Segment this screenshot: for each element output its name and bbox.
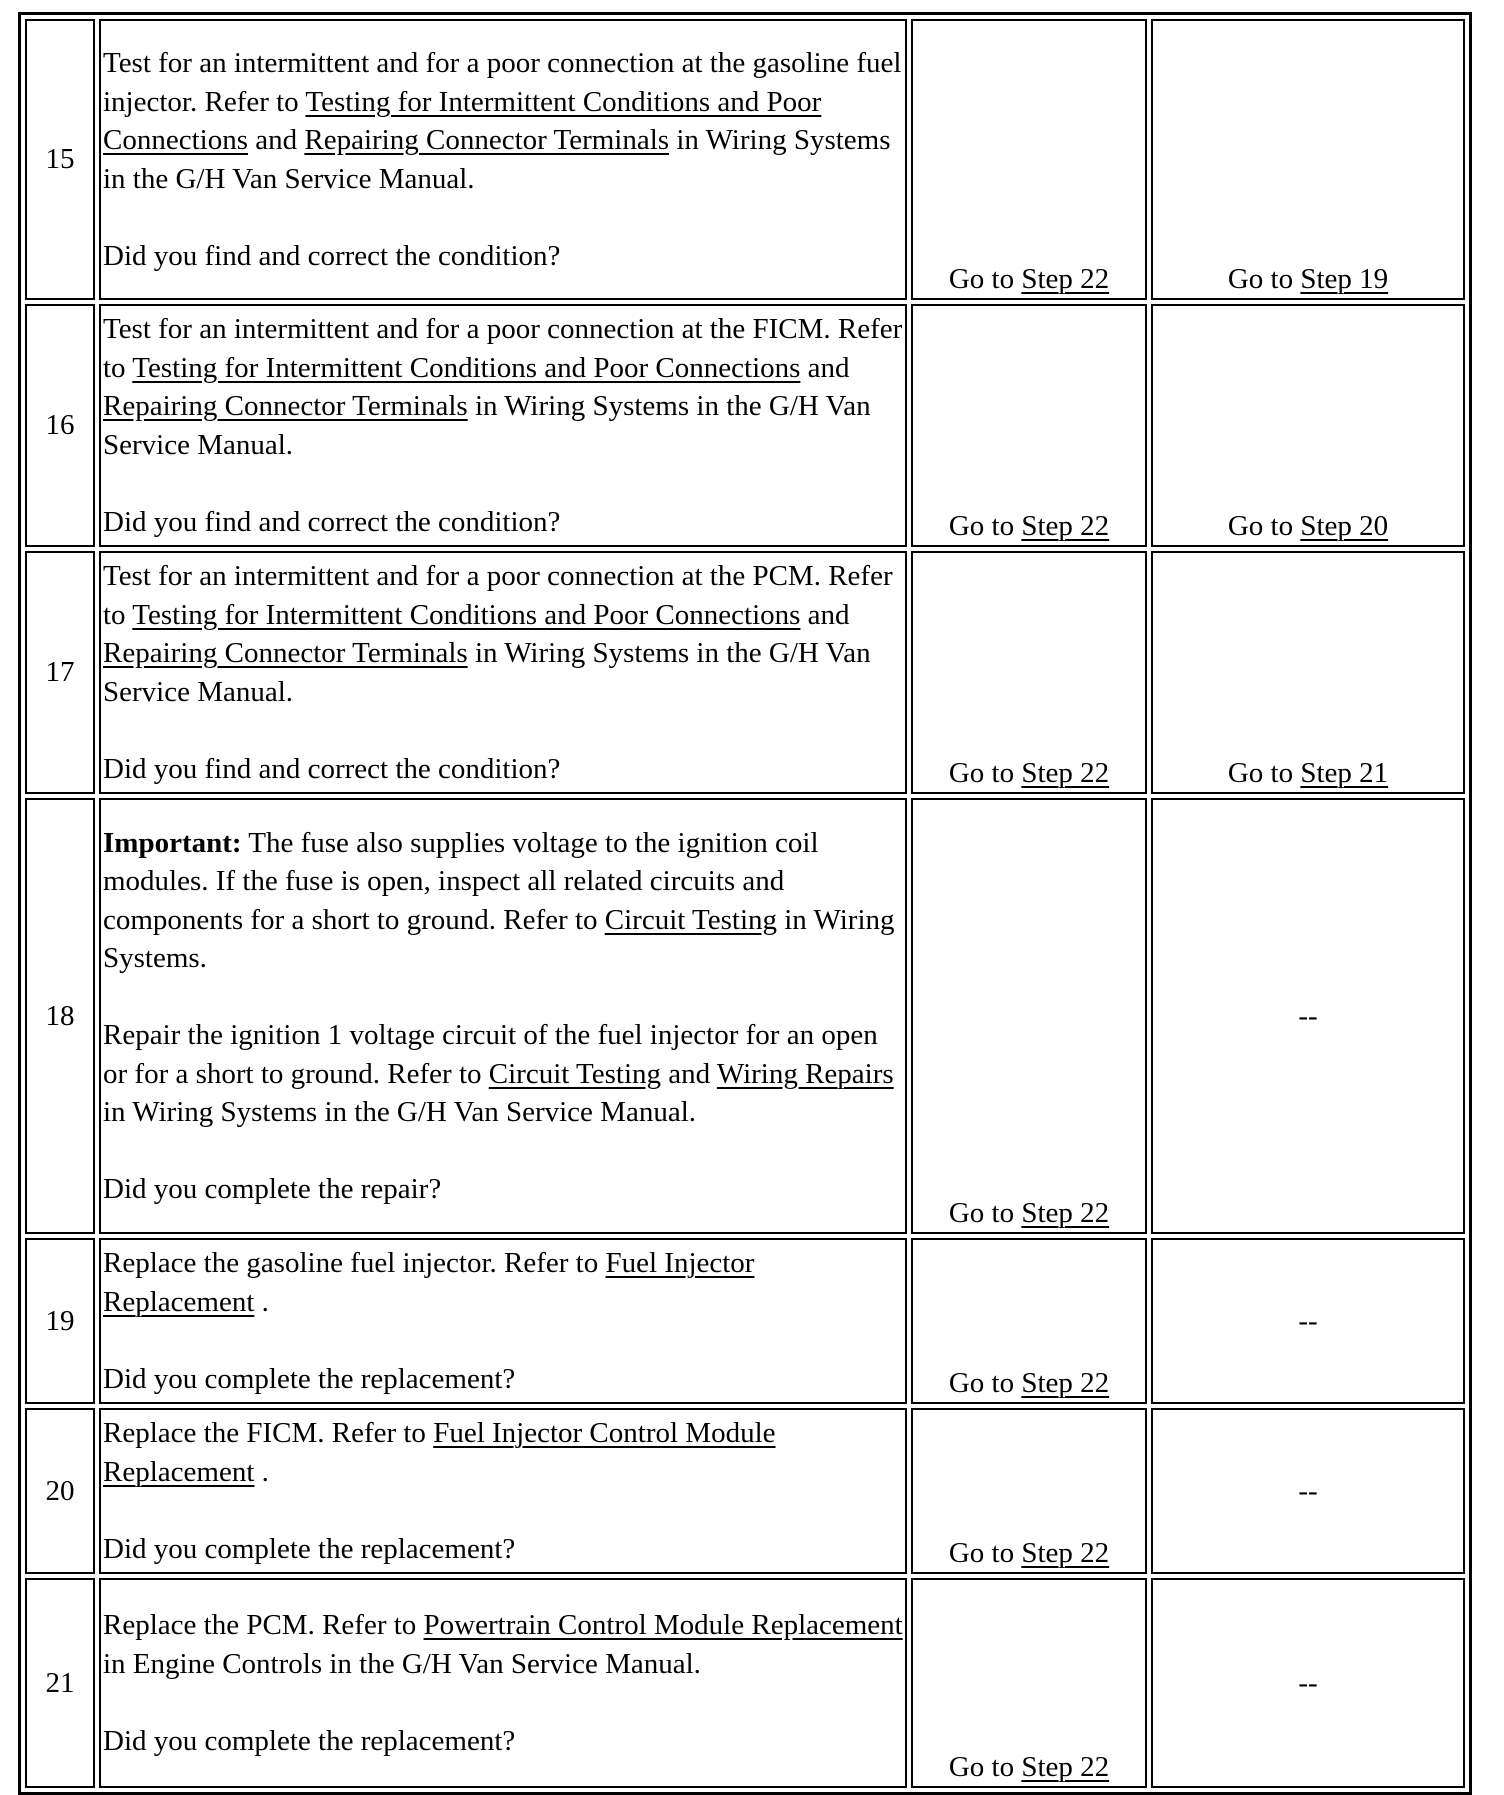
step-number: 21	[25, 1578, 95, 1788]
description-text: in Wiring Systems in the G/H Van Service Manual.	[103, 124, 891, 195]
step-link[interactable]: Step 22	[1021, 1196, 1110, 1229]
yes-action	[911, 551, 1147, 794]
step-link[interactable]: Step 21	[1300, 756, 1389, 789]
paragraph-gap	[103, 1321, 903, 1360]
paragraph-gap	[103, 978, 903, 1017]
step-link[interactable]: Step 20	[1300, 509, 1389, 542]
no-action-cell	[1151, 19, 1465, 300]
step-question: Did you complete the replacement?	[103, 1362, 516, 1395]
description-text: Replace the gasoline fuel injector. Refer to	[103, 1247, 606, 1279]
reference-link[interactable]: Testing for Intermittent Conditions and Poor Connections	[132, 598, 801, 631]
goto-prefix: Go to	[1227, 509, 1301, 542]
no-action-cell	[1151, 1238, 1465, 1404]
description-text: Test for an intermittent and for a poor connection at the PCM. Refer to	[103, 560, 893, 631]
goto-prefix: Go to	[948, 1750, 1022, 1783]
no-action-cell	[1151, 798, 1465, 1234]
goto-prefix: Go to	[948, 1196, 1022, 1229]
description-text: in Wiring Systems in the G/H Van Service Manual.	[103, 390, 871, 461]
reference-link[interactable]: Fuel Injector Replacement	[103, 1247, 755, 1318]
step-question: Did you find and correct the condition?	[103, 505, 561, 538]
reference-link[interactable]: Repairing Connector Terminals	[304, 124, 670, 156]
yes-action	[911, 1578, 1147, 1788]
description-text: and	[661, 1057, 717, 1090]
yes-action	[911, 798, 1147, 1234]
goto-prefix: Go to	[948, 1536, 1022, 1569]
no-action: --	[1298, 1304, 1318, 1337]
table-row	[25, 304, 1465, 547]
step-question: Did you complete the replacement?	[103, 1532, 516, 1565]
yes-action	[911, 19, 1147, 300]
paragraph-gap	[103, 711, 903, 750]
step-description	[99, 1408, 907, 1574]
paragraph-gap	[103, 1683, 903, 1722]
goto-prefix: Go to	[1227, 756, 1301, 789]
step-link[interactable]: Step 22	[1021, 1536, 1110, 1569]
step-description	[99, 1578, 907, 1788]
table-row	[25, 1238, 1465, 1404]
step-link[interactable]: Step 19	[1300, 262, 1389, 295]
description-text: Test for an intermittent and for a poor connection at the gasoline fuel injector. Refer to	[103, 47, 902, 118]
table-row	[25, 19, 1465, 300]
table-row	[25, 1408, 1465, 1574]
paragraph-gap	[103, 1132, 903, 1171]
description-paragraph	[103, 1414, 903, 1491]
reference-link[interactable]: Repairing Connector Terminals	[103, 637, 468, 669]
description-text: and	[248, 124, 305, 156]
paragraph-gap	[103, 198, 903, 237]
step-number: 18	[25, 798, 95, 1234]
step-description	[99, 304, 907, 547]
step-number: 20	[25, 1408, 95, 1574]
goto-prefix: Go to	[1227, 262, 1301, 295]
description-text: in Engine Controls in the G/H Van Service Manual.	[103, 1647, 701, 1680]
step-question: Did you find and correct the condition?	[103, 752, 561, 785]
step-link[interactable]: Step 22	[1021, 509, 1110, 542]
step-question: Did you find and correct the condition?	[103, 239, 561, 272]
reference-link[interactable]: Circuit Testing	[488, 1057, 661, 1090]
description-paragraph	[103, 557, 903, 711]
reference-link[interactable]: Wiring Repairs	[716, 1057, 894, 1090]
diagnostic-steps-table	[18, 12, 1472, 1795]
paragraph-gap	[103, 464, 903, 503]
step-description	[99, 798, 907, 1234]
step-number: 16	[25, 304, 95, 547]
reference-link[interactable]: Testing for Intermittent Conditions and Poor Connections	[132, 351, 801, 384]
yes-action	[911, 304, 1147, 547]
step-question: Did you complete the replacement?	[103, 1724, 516, 1757]
no-action-cell	[1151, 304, 1465, 547]
description-paragraph	[103, 1244, 903, 1321]
description-paragraph	[103, 44, 903, 198]
step-number: 19	[25, 1238, 95, 1404]
reference-link[interactable]: Repairing Connector Terminals	[103, 390, 468, 422]
important-label: Important:	[103, 826, 242, 859]
description-text: in Wiring Systems in the G/H Van Service Manual.	[103, 1096, 696, 1128]
no-action: --	[1298, 1666, 1318, 1699]
reference-link[interactable]: Fuel Injector Control Module Replacement	[103, 1417, 776, 1488]
description-text: and	[800, 351, 850, 384]
step-number: 15	[25, 19, 95, 300]
step-description	[99, 1238, 907, 1404]
description-text: in Wiring Systems in the G/H Van Service Manual.	[103, 637, 871, 708]
goto-prefix: Go to	[948, 509, 1022, 542]
goto-prefix: Go to	[948, 1366, 1022, 1399]
description-paragraph	[103, 1606, 903, 1683]
no-action: --	[1298, 1474, 1318, 1507]
step-description	[99, 19, 907, 300]
description-paragraph	[103, 1016, 903, 1132]
description-text: and	[800, 598, 850, 631]
table-row	[25, 1578, 1465, 1788]
reference-link[interactable]: Testing for Intermittent Conditions and Poor Connections	[103, 85, 822, 156]
table-row	[25, 551, 1465, 794]
table-body	[25, 19, 1465, 1788]
paragraph-gap	[103, 1491, 903, 1530]
no-action-cell	[1151, 1408, 1465, 1574]
reference-link[interactable]: Powertrain Control Module Replacement	[423, 1609, 903, 1641]
step-description	[99, 551, 907, 794]
description-text: in Wiring Systems.	[103, 903, 895, 974]
no-action-cell	[1151, 551, 1465, 794]
description-text: .	[254, 1455, 269, 1488]
goto-prefix: Go to	[948, 756, 1022, 789]
step-number: 17	[25, 551, 95, 794]
step-question: Did you complete the repair?	[103, 1173, 442, 1205]
step-link[interactable]: Step 22	[1021, 262, 1110, 295]
yes-action	[911, 1408, 1147, 1574]
no-action-cell	[1151, 1578, 1465, 1788]
step-link[interactable]: Step 22	[1021, 756, 1110, 789]
description-text: .	[254, 1285, 269, 1318]
yes-action	[911, 1238, 1147, 1404]
table-row	[25, 798, 1465, 1234]
step-link[interactable]: Step 22	[1021, 1366, 1110, 1399]
description-text: Repair the ignition 1 voltage circuit of the fuel injector for an open or for a short to ground. Refer to	[103, 1019, 878, 1090]
description-text: Test for an intermittent and for a poor connection at the FICM. Refer to	[103, 313, 903, 384]
no-action: --	[1298, 999, 1318, 1032]
step-link[interactable]: Step 22	[1021, 1750, 1110, 1783]
goto-prefix: Go to	[948, 262, 1022, 295]
description-paragraph	[103, 310, 903, 464]
description-text: Replace the FICM. Refer to	[103, 1417, 434, 1449]
description-text: Replace the PCM. Refer to	[103, 1609, 424, 1641]
description-paragraph	[103, 824, 903, 978]
description-text: The fuse also supplies voltage to the ignition coil modules. If the fuse is open, inspect all related circuits and components for a short to ground. Refer to	[103, 826, 819, 936]
reference-link[interactable]: Circuit Testing	[604, 903, 777, 936]
